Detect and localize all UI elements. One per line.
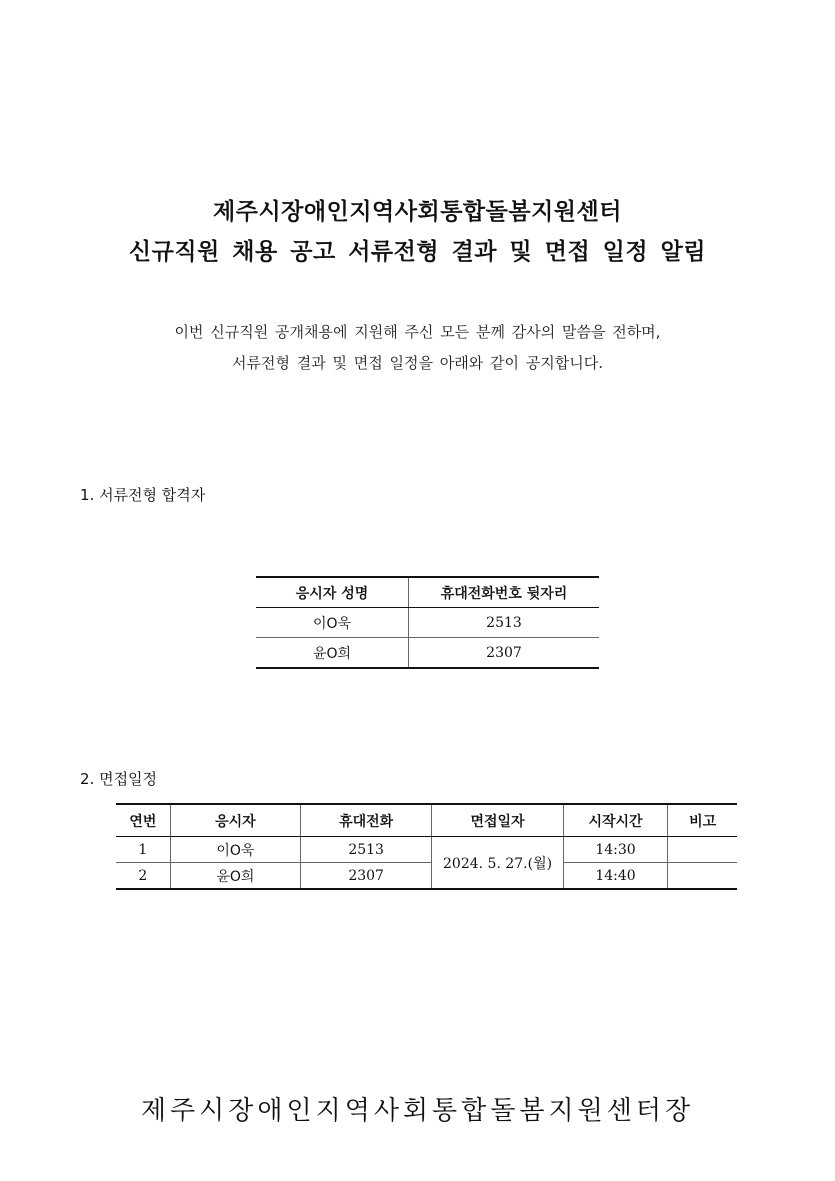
table-row xyxy=(116,863,737,890)
column-header-note: 비고 xyxy=(668,804,737,837)
column-header-start-time: 시작시간 xyxy=(563,804,668,837)
interview-schedule-table xyxy=(116,803,737,890)
page-title: 제주시장애인지역사회통합돌봄지원센터 xyxy=(213,199,622,225)
applicant-name: 윤O희 xyxy=(170,863,300,890)
table-header-row xyxy=(256,577,599,608)
phone: 2513 xyxy=(300,837,431,863)
intro-text xyxy=(0,317,835,379)
phone-last-digits: 2307 xyxy=(486,644,522,661)
table-row xyxy=(256,608,599,638)
intro-line-2: 서류전형 결과 및 면접 일정을 아래와 같이 공지합니다. xyxy=(232,354,603,372)
phone: 2307 xyxy=(300,863,431,890)
start-time: 14:40 xyxy=(563,863,668,890)
table-header-row xyxy=(116,804,737,837)
row-number: 1 xyxy=(116,837,170,863)
table-row xyxy=(116,837,737,863)
applicant-name: 이O욱 xyxy=(170,837,300,863)
signature: 제주시장애인지역사회통합돌봄지원센터장 xyxy=(140,1096,695,1126)
applicant-name: 윤O희 xyxy=(256,638,409,669)
column-header-phone: 휴대전화번호 뒷자리 xyxy=(409,577,600,608)
phone-last-digits: 2513 xyxy=(409,608,600,638)
column-header-applicant: 응시자 xyxy=(170,804,300,837)
start-time: 14:30 xyxy=(563,837,668,863)
note xyxy=(668,863,737,890)
section-2-heading: 2. 면접일정 xyxy=(80,770,158,788)
intro-line-1: 이번 신규직원 공개채용에 지원해 주신 모든 분께 감사의 말씀을 전하며, xyxy=(174,323,661,341)
document-pass-table xyxy=(256,576,599,669)
applicant-name: 이O욱 xyxy=(256,608,409,638)
column-header-date: 면접일자 xyxy=(432,804,563,837)
interview-date: 2024. 5. 27.(월) xyxy=(432,837,563,890)
row-number: 2 xyxy=(138,867,148,884)
section-1-heading: 1. 서류전형 합격자 xyxy=(80,486,206,504)
column-header-number: 연번 xyxy=(116,804,170,837)
table-row xyxy=(256,638,599,669)
note xyxy=(668,837,737,863)
column-header-name: 응시자 성명 xyxy=(256,577,409,608)
page-subtitle: 신규직원 채용 공고 서류전형 결과 및 면접 일정 알림 xyxy=(128,239,707,265)
column-header-phone: 휴대전화 xyxy=(300,804,431,837)
